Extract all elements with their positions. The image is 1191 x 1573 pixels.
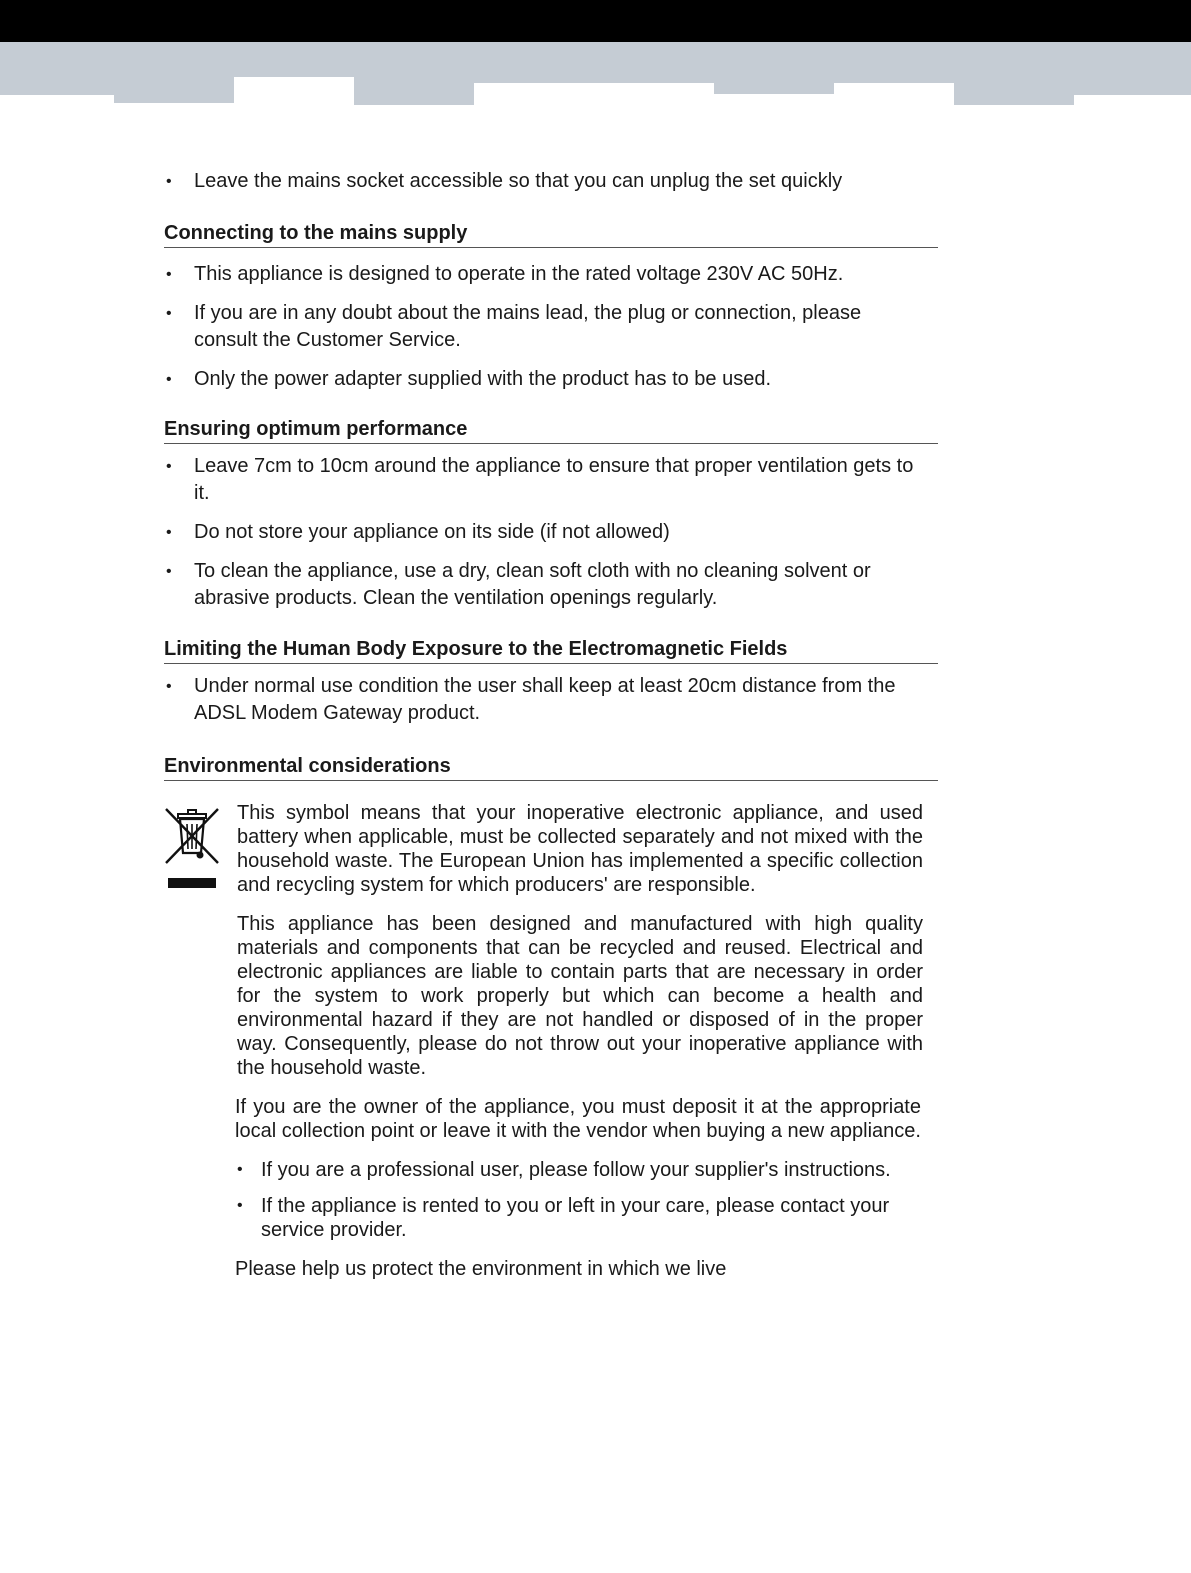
header-segment: [1074, 42, 1191, 95]
header-segment: [954, 42, 1074, 105]
header-segment: [594, 42, 714, 83]
list-item: • If the appliance is rented to you or left in your care, please contact your service provider.: [237, 1194, 923, 1242]
section-heading-performance: Ensuring optimum performance: [164, 416, 938, 444]
environment-paragraph: This symbol means that your inoperative electronic appliance, and used battery when applicable, must be collected separately and not mixed with the household waste. The European Union has implemented a specific collection and recycling system for which producers' are responsible.: [237, 802, 923, 896]
list-item: • Leave 7cm to 10cm around the appliance to ensure that proper ventilation gets to it.: [164, 453, 922, 507]
environment-closing: Please help us protect the environment in which we live: [235, 1258, 727, 1280]
environment-paragraph: If you are the owner of the appliance, you must deposit it at the appropriate local collection point or leave it with the vendor when buying a new appliance.: [235, 1096, 921, 1142]
section-heading-environment: Environmental considerations: [164, 753, 938, 781]
list-item: • If you are a professional user, please follow your supplier's instructions.: [237, 1158, 923, 1182]
header-segment: [114, 42, 234, 103]
weee-crossed-bin-icon: [164, 805, 222, 891]
header-segment: [354, 42, 474, 105]
section-heading-emf: Limiting the Human Body Exposure to the Electromagnetic Fields: [164, 636, 938, 664]
intro-bullet: • Leave the mains socket accessible so that you can unplug the set quickly: [164, 168, 922, 195]
list-item: • Under normal use condition the user shall keep at least 20cm distance from the ADSL Modem Gateway product.: [164, 673, 922, 727]
header-segment: [234, 42, 354, 77]
top-black-bar: [0, 0, 1191, 42]
header-segment: [0, 42, 120, 95]
header-tab-band: [0, 42, 1191, 106]
list-item: • Do not store your appliance on its side (if not allowed): [164, 519, 922, 546]
list-item: • To clean the appliance, use a dry, clean soft cloth with no cleaning solvent or abrasive products. Clean the ventilation openings regularly.: [164, 558, 922, 612]
list-item: • If you are in any doubt about the mains lead, the plug or connection, please consult the Customer Service.: [164, 300, 922, 354]
page-content: [164, 165, 938, 1281]
environment-paragraph: This appliance has been designed and manufactured with high quality materials and components that can be recycled and reused. Electrical and electronic appliances are liable to contain parts that are necessary in order for the system to work properly but which can become a health and environmental hazard if they are not handled or disposed of in the proper way. Consequently, please do not throw out your inoperative appliance with the household waste.: [237, 913, 923, 1079]
header-segment: [834, 42, 954, 83]
list-item: • Only the power adapter supplied with the product has to be used.: [164, 366, 922, 393]
header-segment: [474, 42, 594, 83]
list-item: • This appliance is designed to operate in the rated voltage 230V AC 50Hz.: [164, 261, 922, 288]
environment-block: [164, 801, 938, 1281]
header-segment: [714, 42, 834, 94]
section-heading-mains: Connecting to the mains supply: [164, 220, 938, 248]
